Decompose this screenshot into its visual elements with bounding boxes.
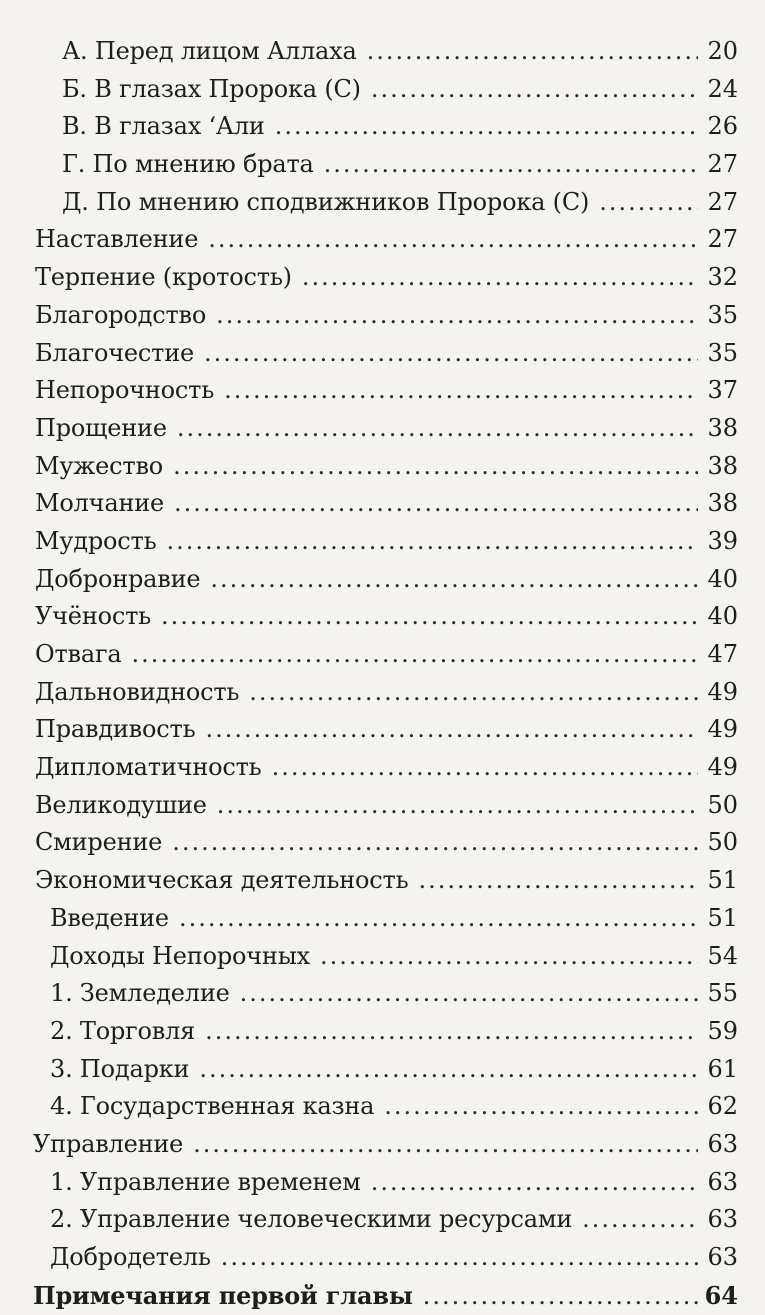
toc-entry-page-number: 35 [707,338,738,367]
toc-entry [0,938,765,976]
toc-entry-title: Экономическая деятельность [35,866,409,895]
toc-entry-page-number: 47 [707,640,738,668]
toc-entry [0,749,765,787]
dot-leader [324,146,698,184]
toc-entry-title: Добронравие [35,564,201,593]
toc-entry-page-number: 49 [707,753,738,782]
toc-entry [0,824,765,862]
toc-entry-title: Управление [33,1129,184,1158]
toc-entry-title: Молчание [35,489,165,518]
toc-entry-page-number: 35 [707,300,738,329]
toc-entry-page-number: 49 [707,677,738,706]
toc-entry-title: Дальновидность [35,677,240,706]
toc-entry-page-number: 63 [707,1205,738,1234]
toc-entry-page-number: 24 [707,74,738,103]
dot-leader [371,1164,698,1202]
table-of-contents [0,33,765,1314]
toc-entry-title: А. Перед лицом Аллаха [62,37,357,65]
toc-entry [0,674,765,712]
dot-leader [204,335,698,373]
toc-entry-page-number: 39 [707,526,738,555]
toc-entry [0,372,765,410]
dot-leader [179,900,698,938]
toc-entry-page-number: 32 [707,263,738,292]
toc-entry-title: Смирение [35,828,163,857]
dot-leader [249,674,698,712]
toc-entry [0,598,765,636]
toc-entry-page-number: 49 [707,715,738,744]
toc-entry-page-number: 38 [707,489,738,518]
toc-entry [0,184,765,222]
toc-entry-page-number: 59 [707,1016,738,1045]
toc-entry-title: Прощение [35,413,167,442]
dot-leader [174,485,698,523]
toc-entry [0,259,765,297]
toc-entry [0,448,765,486]
toc-entry-title: 3. Подарки [50,1054,190,1083]
toc-entry-title: 2. Управление человеческими ресурсами [50,1205,573,1234]
toc-entry [0,1164,765,1202]
toc-entry-page-number: 40 [707,602,738,631]
toc-entry [0,636,765,674]
toc-entry-page-number: 38 [707,413,738,442]
toc-entry-title: Правдивость [35,715,196,744]
toc-entry-title: Доходы Непорочных [50,941,310,970]
toc-entry-page-number: 50 [707,828,738,857]
toc-entry [0,900,765,938]
toc-entry-title: Учёность [35,602,152,631]
toc-entry [0,1051,765,1089]
toc-entry-title: Терпение (кротость) [35,263,292,292]
toc-entry-page-number: 64 [704,1280,738,1310]
toc-entry [0,787,765,825]
dot-leader [199,1051,698,1089]
toc-entry [0,71,765,109]
toc-entry-page-number: 51 [707,866,738,895]
toc-entry [0,1239,765,1277]
toc-entry-title: Г. По мнению брата [62,150,314,179]
toc-entry [0,561,765,599]
toc-entry [0,1126,765,1164]
toc-entry-title: Добродетель [50,1243,211,1271]
toc-entry [0,711,765,749]
toc-entry-title: Д. По мнению сподвижников Пророка (С) [62,187,590,216]
toc-entry-title: Мудрость [35,526,157,555]
toc-entry-title: 1. Управление временем [50,1167,361,1196]
dot-leader [166,523,698,561]
dot-leader [367,33,698,71]
toc-entry-page-number: 61 [707,1054,738,1083]
toc-entry [0,485,765,523]
toc-entry [0,1277,765,1315]
toc-entry-title: Наставление [35,225,199,254]
toc-entry-page-number: 27 [707,150,738,179]
dot-leader [173,448,698,486]
dot-leader [205,711,698,749]
toc-entry-page-number: 20 [707,37,738,65]
toc-entry-page-number: 37 [707,376,738,405]
toc-entry-page-number: 40 [707,564,738,593]
toc-entry-page-number: 62 [707,1092,738,1121]
dot-leader [320,938,698,976]
toc-entry [0,975,765,1013]
toc-entry-title: Введение [50,903,169,932]
toc-entry-title: Благочестие [35,338,195,367]
dot-leader [418,862,698,900]
toc-entry-title: Благородство [35,300,207,329]
dot-leader [193,1126,698,1164]
dot-leader [161,598,698,636]
toc-entry [0,146,765,184]
toc-entry-title: Дипломатичность [35,753,262,782]
toc-entry [0,33,765,71]
toc-entry-page-number: 54 [707,941,738,970]
toc-entry [0,221,765,259]
toc-entry-page-number: 63 [707,1243,738,1271]
toc-entry-title: 1. Земледелие [50,979,230,1008]
toc-entry-title: 4. Государственная казна [50,1092,375,1121]
toc-entry-title: Отвага [35,640,122,668]
toc-entry [0,1201,765,1239]
toc-entry [0,1088,765,1126]
dot-leader [582,1201,698,1239]
toc-entry [0,297,765,335]
toc-entry-page-number: 27 [707,187,738,216]
dot-leader [210,561,698,599]
dot-leader [217,787,698,825]
dot-leader [177,410,698,448]
toc-entry-page-number: 26 [707,112,738,141]
toc-entry-title: В. В глазах ‘Али [62,112,265,141]
toc-entry [0,335,765,373]
dot-leader [221,1239,698,1277]
dot-leader [384,1088,698,1126]
toc-entry-page-number: 50 [707,790,738,819]
dot-leader [371,71,698,109]
dot-leader [599,184,698,222]
toc-entry-page-number: 63 [707,1129,738,1158]
toc-entry-title: Мужество [35,451,164,480]
toc-entry-page-number: 27 [707,225,738,254]
dot-leader [302,259,698,297]
toc-entry-page-number: 63 [707,1167,738,1196]
toc-entry-title: Б. В глазах Пророка (С) [62,74,361,103]
toc-entry-title: Примечания первой главы [33,1280,413,1310]
dot-leader [131,636,698,674]
toc-entry [0,410,765,448]
dot-leader [275,108,698,146]
toc-entry [0,862,765,900]
dot-leader [208,221,698,259]
toc-entry-title: Непорочность [35,376,215,405]
toc-entry-page-number: 55 [707,979,738,1008]
dot-leader [216,297,698,335]
toc-entry-title: 2. Торговля [50,1016,196,1045]
toc-entry-page-number: 38 [707,451,738,480]
dot-leader [172,824,698,862]
dot-leader [272,749,698,787]
dot-leader [224,372,698,410]
toc-entry [0,1013,765,1051]
dot-leader [423,1278,698,1315]
toc-entry [0,523,765,561]
dot-leader [240,975,698,1013]
toc-entry-title: Великодушие [35,790,207,819]
toc-entry-page-number: 51 [707,903,738,932]
toc-entry [0,108,765,146]
dot-leader [205,1013,698,1051]
